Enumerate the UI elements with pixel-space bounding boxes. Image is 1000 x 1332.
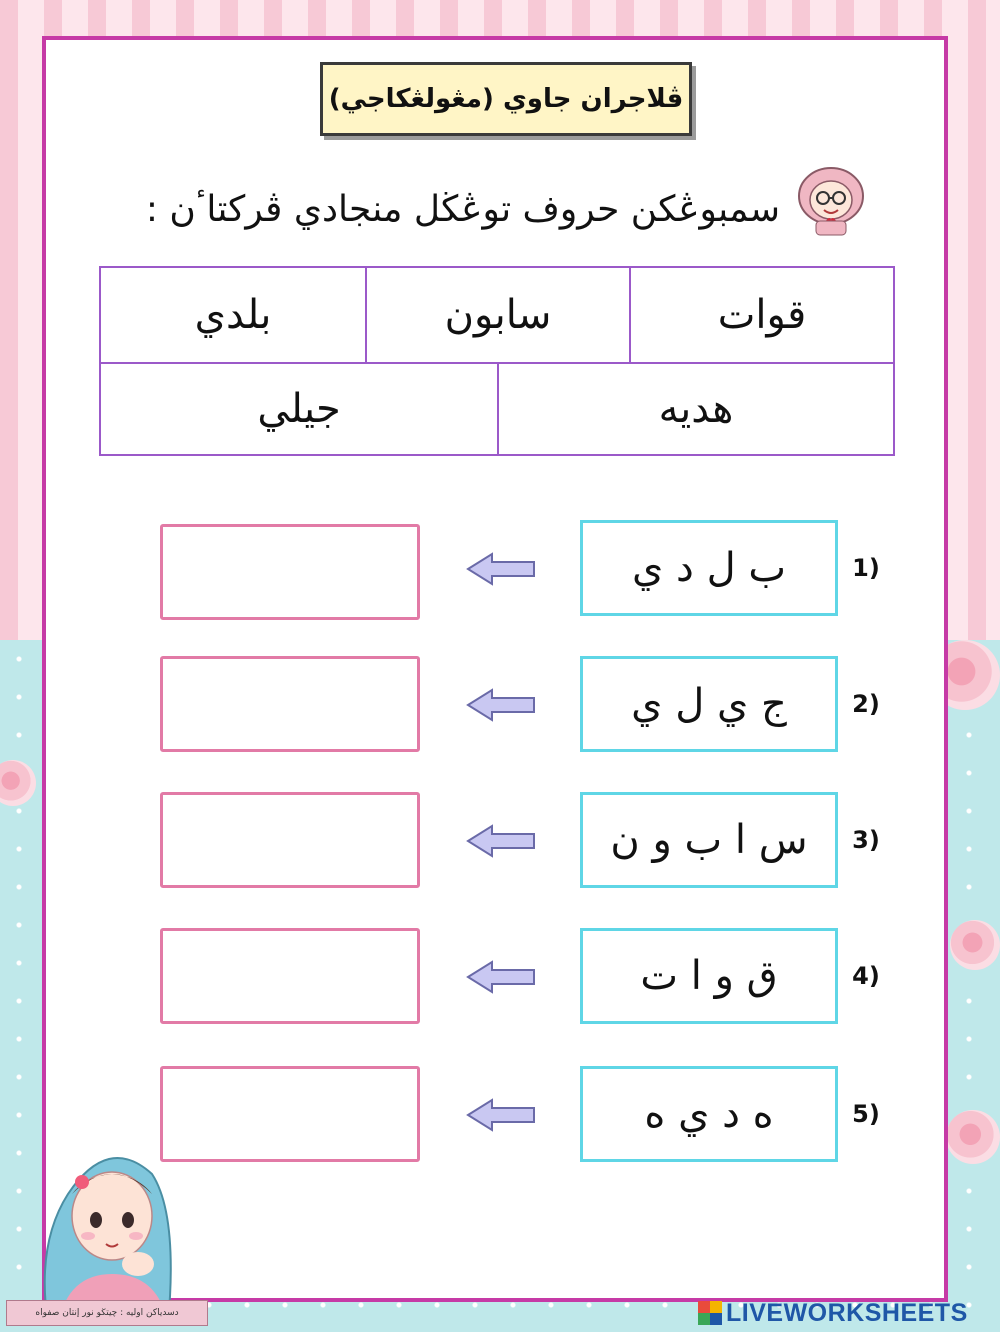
left-arrow-icon (466, 960, 536, 994)
letters-box-5: ه د ي ه (580, 1066, 838, 1162)
letters-box-4: ق و ا ت (580, 928, 838, 1024)
left-arrow-icon (466, 552, 536, 586)
left-arrow-icon (466, 1098, 536, 1132)
instruction-text: سمبوڠكن حروف توڠڬل منجادي ڤركتاٴن : (145, 189, 780, 230)
question-number-4: 4) (852, 962, 880, 990)
word-bank-cell: بلدي (194, 292, 272, 338)
answer-input-5[interactable] (160, 1066, 420, 1162)
letters-box-3: س ا ب و ن (580, 792, 838, 888)
page-title-text: ڤلاجران جاوي (مڠولڠكاجي) (328, 84, 684, 114)
word-bank-cell: جيلي (257, 386, 341, 432)
letters-box-1: ب ل د ي (580, 520, 838, 616)
left-arrow-icon (466, 824, 536, 858)
letters-box-2: ج ي ل ي (580, 656, 838, 752)
word-bank-cell: قوات (629, 268, 893, 362)
liveworksheets-brand[interactable] (698, 1298, 994, 1328)
question-number-1: 1) (852, 554, 880, 582)
question-row-1 (0, 520, 1000, 620)
credit-label: دسدياكن اوليه : چيتڬو نور إنتان صفواه (6, 1300, 208, 1326)
word-bank-cell: هديه (497, 364, 893, 454)
left-arrow-icon (466, 688, 536, 722)
answer-input-4[interactable] (160, 928, 420, 1024)
question-number-3: 3) (852, 826, 880, 854)
girl-mascot-icon (792, 166, 870, 236)
question-row-2 (0, 656, 1000, 756)
question-row-3 (0, 792, 1000, 892)
answer-input-2[interactable] (160, 656, 420, 752)
brand-text: LIVEWORKSHEETS (726, 1298, 968, 1327)
hijab-girl-illustration (28, 1124, 188, 1324)
question-number-2: 2) (852, 690, 880, 718)
answer-input-1[interactable] (160, 524, 420, 620)
question-number-5: 5) (852, 1100, 880, 1128)
word-bank-cell: سابون (365, 268, 629, 362)
word-bank-table (99, 266, 895, 456)
word-bank-row (101, 268, 893, 364)
answer-input-3[interactable] (160, 792, 420, 888)
liveworksheets-logo-icon (698, 1301, 722, 1325)
page-title (320, 62, 692, 136)
word-bank-row (101, 364, 893, 454)
question-row-4 (0, 928, 1000, 1028)
